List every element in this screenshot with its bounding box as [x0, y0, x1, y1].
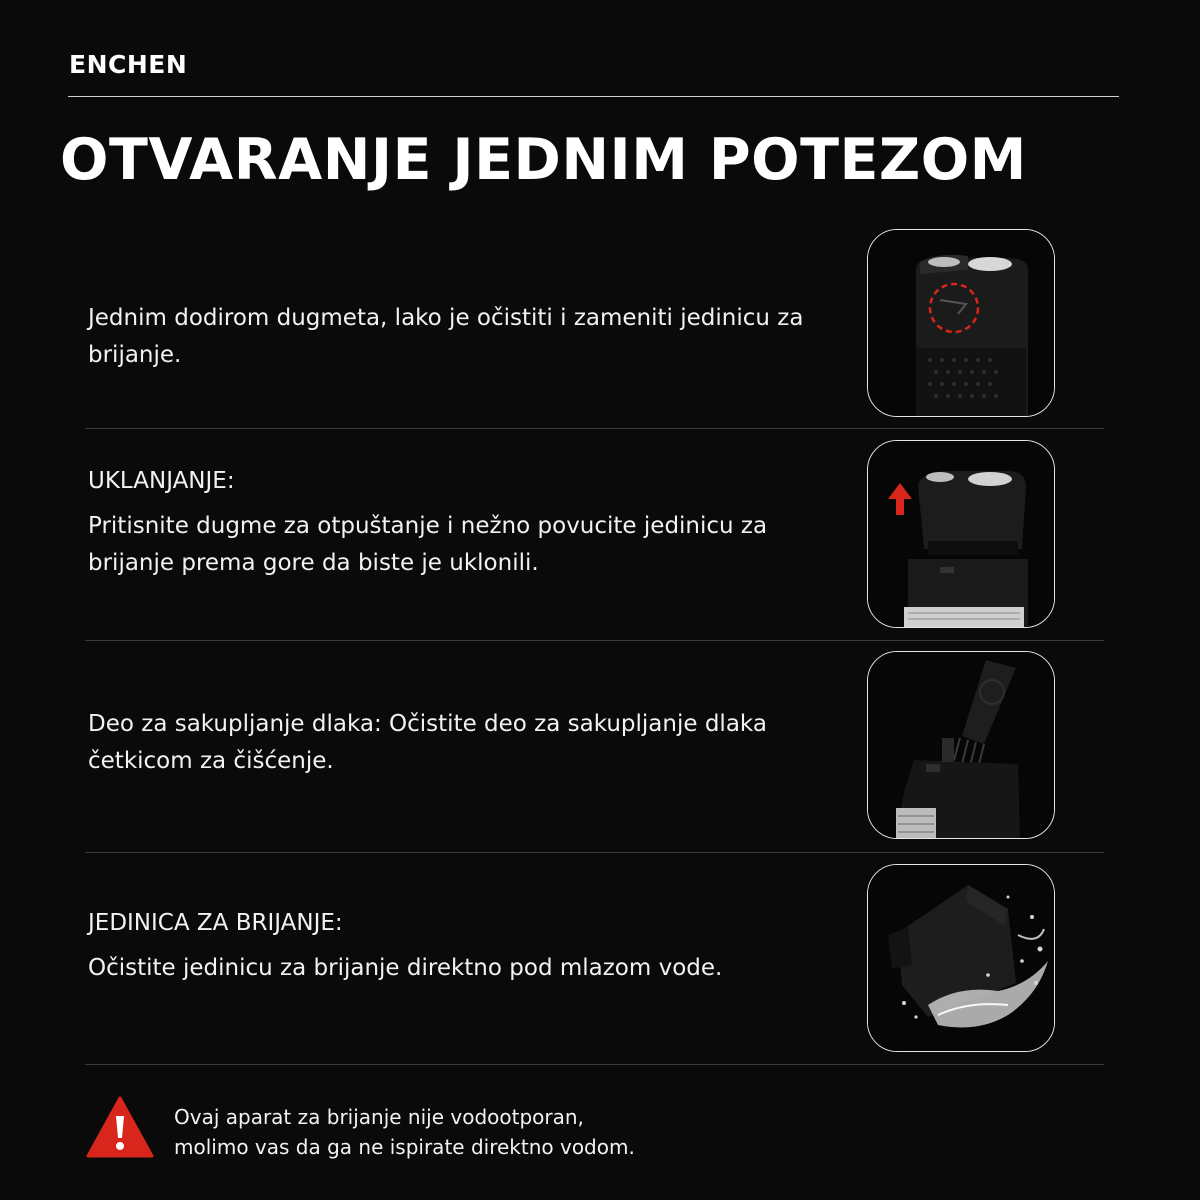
- row-divider-4: [85, 1064, 1104, 1065]
- row-divider-1: [85, 428, 1104, 429]
- brush-chamber-icon: [868, 652, 1054, 838]
- page-title: OTVARANJE JEDNIM POTEZOM: [60, 127, 1027, 193]
- step-3-text: [88, 706, 828, 780]
- step-2-body: Pritisnite dugme za otpuštanje i nežno povucite jedinicu za brijanje prema gore da biste je uklonili.: [88, 513, 768, 576]
- step-1-text: [88, 300, 828, 374]
- step-4-text: [88, 908, 828, 987]
- step-3-body: Deo za sakupljanje dlaka: Očistite deo za sakupljanje dlaka četkicom za čišćenje.: [88, 711, 767, 774]
- warning-triangle-icon: [86, 1096, 154, 1158]
- step-2-image: [867, 440, 1055, 628]
- step-4-body: Očistite jedinicu za brijanje direktno pod mlazom vode.: [88, 955, 723, 981]
- step-1-body: Jednim dodirom dugmeta, lako je očistiti i zameniti jedinicu za brijanje.: [88, 305, 804, 368]
- row-divider-3: [85, 852, 1104, 853]
- step-4-image: [867, 864, 1055, 1052]
- step-1-image: [867, 229, 1055, 417]
- header-divider: [68, 96, 1119, 97]
- step-2-heading: UKLANJANJE:: [88, 468, 235, 494]
- warning-line-2: molimo vas da ga ne ispirate direktno vodom.: [174, 1135, 635, 1159]
- row-divider-2: [85, 640, 1104, 641]
- water-rinse-icon: [868, 865, 1054, 1051]
- brand-logo: ENCHEN: [69, 50, 188, 79]
- warning-line-1: Ovaj aparat za brijanje nije vodootporan,: [174, 1105, 584, 1129]
- shaver-button-icon: [868, 230, 1054, 416]
- step-4-heading: JEDINICA ZA BRIJANJE:: [88, 910, 343, 936]
- warning-text: [174, 1102, 635, 1162]
- step-3-image: [867, 651, 1055, 839]
- step-2-text: [88, 466, 828, 582]
- shaver-removal-icon: [868, 441, 1054, 627]
